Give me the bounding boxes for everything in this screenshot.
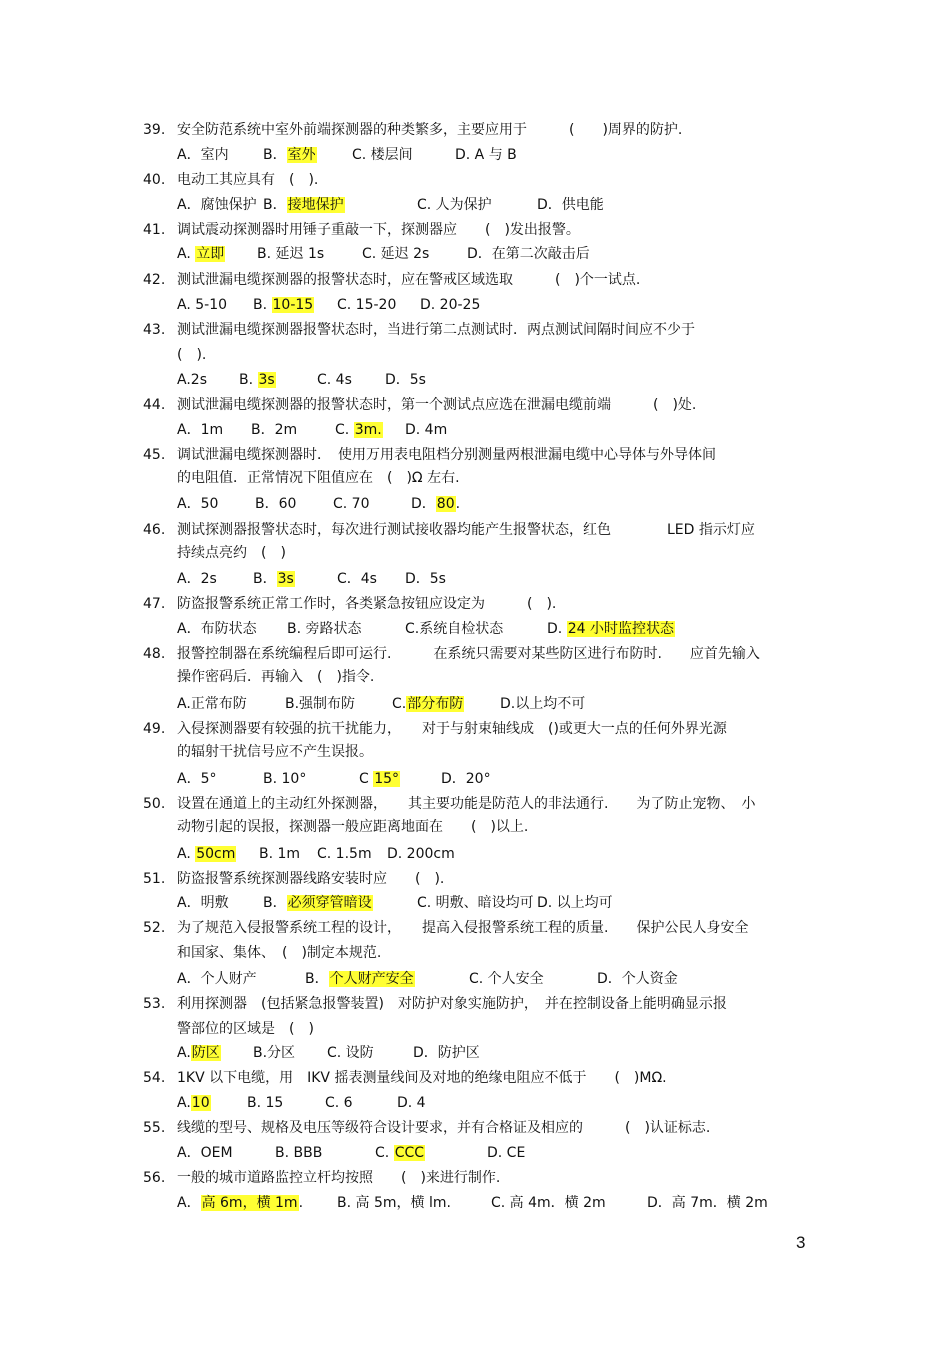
question-number: 44. (143, 397, 166, 413)
option-label: A．明敷 (177, 895, 229, 911)
option-c (417, 195, 492, 215)
option-c (327, 1043, 374, 1063)
highlighted-answer: 室外 (287, 147, 316, 163)
question-text: 测试探测器报警状态时，每次进行测试接收器均能产生报警状态，红色 LED 指示灯应 (177, 522, 755, 538)
option-label: A. (177, 846, 196, 862)
option-b (255, 494, 296, 514)
question-text: 测试泄漏电缆探测器的报警状态时，应在警戒区域选取 ( )个一试点. (177, 272, 641, 288)
option-label: C. 高 4m．横 2m (491, 1195, 606, 1211)
option-label: A．1m (177, 422, 224, 438)
question-number: 42. (143, 272, 166, 288)
option-a (177, 893, 229, 913)
option-label: D. 以上均可 (537, 895, 613, 911)
question-text: 的辐射干扰信号应不产生误报。 (177, 744, 373, 760)
highlighted-answer: 10 (191, 1095, 210, 1111)
option-label: B．60 (255, 496, 297, 512)
option-c (405, 619, 503, 639)
option-label: C. 15-20 (337, 297, 397, 313)
option-label: B. BBB (275, 1145, 323, 1161)
option-label: B.分区 (253, 1045, 296, 1061)
option-label: D.以上均不可 (500, 696, 586, 712)
question-text: 调试泄漏电缆探测器时． 使用万用表电阻档分别测量两根泄漏电缆中心导体与外导体间 (177, 447, 716, 463)
option-b (285, 694, 355, 714)
option-label: C. 明敷、暗设均可 (417, 895, 534, 911)
question-text: ( ). (177, 347, 207, 363)
question-number: 56. (143, 1170, 166, 1186)
option-a (177, 494, 218, 514)
highlighted-answer: 部分布防 (407, 696, 464, 712)
option-label: D．5s (405, 571, 446, 587)
option-label: D．20° (441, 771, 491, 787)
question-text: 测试泄漏电缆探测器的报警状态时，第一个测试点应选在泄漏电缆前端 ( )处. (177, 397, 697, 413)
option-label: C. 4s (317, 372, 352, 388)
option-label: C. 楼层间 (352, 147, 413, 163)
question-text: 防盗报警系统探测器线路安装时应 ( ). (177, 871, 445, 887)
question-text: 持续点亮约 ( ) (177, 545, 286, 561)
option-d (441, 769, 491, 789)
option-label: C. (335, 422, 354, 438)
option-a (177, 844, 236, 864)
option-b (275, 1143, 322, 1163)
question-number: 39. (143, 122, 166, 138)
option-b (251, 420, 297, 440)
highlighted-answer: 3m. (354, 422, 382, 438)
option-label: D．防护区 (413, 1045, 480, 1061)
option-a (177, 1093, 211, 1113)
option-c (362, 244, 429, 264)
question-text: 动物引起的误报，探测器一般应距离地面在 ( )以上. (177, 819, 529, 835)
option-d (537, 893, 613, 913)
option-d (487, 1143, 525, 1163)
option-c (417, 893, 534, 913)
option-a (177, 694, 247, 714)
option-c (335, 420, 383, 440)
option-d (597, 969, 678, 989)
option-suffix: . (455, 496, 461, 512)
question-text: 操作密码后．再输入 ( )指令. (177, 669, 375, 685)
option-label: A．50 (177, 496, 219, 512)
option-a (177, 370, 207, 390)
option-d (397, 1093, 426, 1113)
question-text: 和国家、集体、 ( )制定本规范. (177, 945, 382, 961)
option-label: A. (177, 246, 196, 262)
option-a (177, 145, 229, 165)
option-b (287, 619, 362, 639)
highlighted-answer: 10-15 (272, 297, 314, 313)
option-label: B. 延迟 1s (257, 246, 325, 262)
option-b (337, 1193, 451, 1213)
question-text: 利用探测器 (包括紧急报警装置) 对防护对象实施防护， 并在控制设备上能明确显示报 (177, 996, 727, 1012)
option-label: A．OEM (177, 1145, 233, 1161)
question-text: 入侵探测器要有较强的抗干扰能力， 对于与射束轴线成 ()或更大一点的任何外界光源 (177, 721, 727, 737)
question-number: 55. (143, 1120, 166, 1136)
option-label: A．室内 (177, 147, 229, 163)
option-b (253, 569, 295, 589)
question-text: 的电阻值．正常情况下阻值应在 ( )Ω 左右. (177, 470, 460, 486)
option-label: D. 4 (397, 1095, 426, 1111)
option-label: B. (253, 297, 272, 313)
option-label: A．2s (177, 571, 217, 587)
option-d (413, 1043, 480, 1063)
question-number: 51. (143, 871, 166, 887)
question-text: 为了规范入侵报警系统工程的设计， 提高入侵报警系统工程的质量. 保护公民人身安全 (177, 920, 749, 936)
option-d (547, 619, 675, 639)
option-b (239, 370, 276, 390)
option-d (455, 145, 517, 165)
option-c (337, 295, 396, 315)
option-label: D．5s (385, 372, 426, 388)
highlighted-answer: 个人财产安全 (329, 971, 414, 987)
question-text: 测试泄漏电缆探测器报警状态时，当进行第二点测试时．两点测试间隔时间应不少于 (177, 322, 695, 338)
option-label: C. 1.5m (317, 846, 372, 862)
option-label: B． (263, 147, 287, 163)
option-label: B. 高 5m，横 lm. (337, 1195, 451, 1211)
option-label: B. (239, 372, 258, 388)
highlighted-answer: 立即 (196, 246, 225, 262)
option-d (385, 370, 426, 390)
option-label: A．腐蚀保护 (177, 197, 257, 213)
question-number: 40. (143, 172, 166, 188)
option-d (647, 1193, 768, 1213)
page-number: 3 (796, 1233, 806, 1252)
option-a (177, 969, 257, 989)
highlighted-answer: 接地保护 (287, 197, 344, 213)
option-c (337, 569, 377, 589)
option-d (405, 420, 447, 440)
highlighted-answer: 15° (374, 771, 400, 787)
option-c (491, 1193, 606, 1213)
option-label: B． (305, 971, 329, 987)
option-d (537, 195, 604, 215)
option-label: A．5° (177, 771, 217, 787)
option-label: D. 4m (405, 422, 448, 438)
question-number: 52. (143, 920, 166, 936)
option-b (263, 769, 306, 789)
option-a (177, 295, 227, 315)
option-b (257, 244, 324, 264)
option-c (352, 145, 413, 165)
option-label: D．在第二次敲击后 (467, 246, 590, 262)
option-b (253, 1043, 295, 1063)
highlighted-answer: 3s (277, 571, 294, 587)
option-d (387, 844, 455, 864)
option-a (177, 195, 257, 215)
option-label: B． (263, 895, 287, 911)
question-number: 54. (143, 1070, 166, 1086)
option-label: C.系统自检状态 (405, 621, 504, 637)
option-label: A． (177, 1195, 201, 1211)
option-a (177, 619, 257, 639)
option-label: D. (547, 621, 567, 637)
option-b (263, 893, 373, 913)
option-d (500, 694, 585, 714)
highlighted-answer: CCC (394, 1145, 425, 1161)
question-number: 49. (143, 721, 166, 737)
question-number: 43. (143, 322, 166, 338)
option-c (333, 494, 370, 514)
option-label: A．布防状态 (177, 621, 257, 637)
question-number: 41. (143, 222, 166, 238)
option-label: B． (263, 197, 287, 213)
option-c (359, 769, 400, 789)
question-number: 47. (143, 596, 166, 612)
option-label: C. 人为保护 (417, 197, 492, 213)
option-a (177, 769, 216, 789)
highlighted-answer: 必须穿管暗设 (287, 895, 372, 911)
option-d (420, 295, 480, 315)
option-a (177, 569, 217, 589)
option-c (469, 969, 544, 989)
question-text: 一般的城市道路监控立杆均按照 ( )来进行制作. (177, 1170, 501, 1186)
question-text: 1KV 以下电缆，用 IKV 摇表测量线间及对地的绝缘电阻应不低于 ( )MΩ. (177, 1070, 667, 1086)
option-label: D. A 与 B (455, 147, 517, 163)
option-label: A. (177, 1095, 191, 1111)
option-a (177, 1143, 233, 1163)
highlighted-answer: 防区 (191, 1045, 220, 1061)
option-label: C. 70 (333, 496, 370, 512)
option-c (317, 844, 372, 864)
option-b (263, 145, 317, 165)
highlighted-answer: 24 小时监控状态 (567, 621, 674, 637)
option-a (177, 1193, 303, 1213)
option-d (467, 244, 590, 264)
question-text: 设置在通道上的主动红外探测器， 其主要功能是防范人的非法通行. 为了防止宠物、 小 (177, 796, 756, 812)
option-label: C．4s (337, 571, 377, 587)
option-label: B.强制布防 (285, 696, 356, 712)
option-c (392, 694, 464, 714)
question-number: 53. (143, 996, 166, 1012)
option-label: B. 1m (259, 846, 301, 862)
option-label: C. 个人安全 (469, 971, 544, 987)
option-c (325, 1093, 353, 1113)
option-label: A.正常布防 (177, 696, 247, 712)
option-label: A．个人财产 (177, 971, 257, 987)
highlighted-answer: 80 (436, 496, 455, 512)
option-label: C. 延迟 2s (362, 246, 430, 262)
option-label: C. (375, 1145, 394, 1161)
option-label: B．2m (251, 422, 298, 438)
question-number: 45. (143, 447, 166, 463)
question-number: 50. (143, 796, 166, 812)
option-b (253, 295, 314, 315)
question-number: 46. (143, 522, 166, 538)
option-label: C. 6 (325, 1095, 353, 1111)
question-text: 线缆的型号、规格及电压等级符合设计要求，并有合格证及相应的 ( )认证标志. (177, 1120, 711, 1136)
option-label: A.2s (177, 372, 207, 388)
option-label: B. 旁路状态 (287, 621, 362, 637)
option-b (259, 844, 300, 864)
question-text: 警部位的区域是 ( ) (177, 1021, 314, 1037)
question-text: 安全防范系统中室外前端探测器的种类繁多，主要应用于 ( )周界的防护. (177, 122, 683, 138)
option-d (405, 569, 446, 589)
option-label: A. (177, 1045, 191, 1061)
option-label: D．供电能 (537, 197, 604, 213)
highlighted-answer: 高 6m，横 1m (201, 1195, 298, 1211)
option-b (305, 969, 415, 989)
option-label: A. 5-10 (177, 297, 228, 313)
option-label: C. (392, 696, 407, 712)
option-label: D. CE (487, 1145, 526, 1161)
highlighted-answer: 3s (258, 372, 275, 388)
option-a (177, 244, 225, 264)
highlighted-answer: 50cm (196, 846, 236, 862)
question-text: 电动工其应具有 ( ). (177, 172, 319, 188)
option-label: D. 20-25 (420, 297, 481, 313)
question-text: 调试震动探测器时用锤子重敲一下，探测器应 ( )发出报警。 (177, 222, 580, 238)
option-label: B. 10° (263, 771, 307, 787)
option-a (177, 420, 223, 440)
option-c (317, 370, 352, 390)
option-a (177, 1043, 221, 1063)
option-c (375, 1143, 425, 1163)
option-label: C (359, 771, 374, 787)
question-text: 防盗报警系统正常工作时，各类紧急按钮应设定为 ( ). (177, 596, 557, 612)
option-d (411, 494, 460, 514)
option-label: D． (411, 496, 436, 512)
option-label: D．个人资金 (597, 971, 678, 987)
question-text: 报警控制器在系统编程后即可运行. 在系统只需要对某些防区进行布防时. 应首先输入 (177, 646, 760, 662)
option-b (247, 1093, 283, 1113)
option-label: D. 200cm (387, 846, 455, 862)
option-b (263, 195, 345, 215)
option-label: B. 15 (247, 1095, 284, 1111)
question-number: 48. (143, 646, 166, 662)
option-label: B． (253, 571, 277, 587)
option-label: D．高 7m．横 2m (647, 1195, 768, 1211)
option-suffix: . (298, 1195, 304, 1211)
option-label: C. 设防 (327, 1045, 374, 1061)
